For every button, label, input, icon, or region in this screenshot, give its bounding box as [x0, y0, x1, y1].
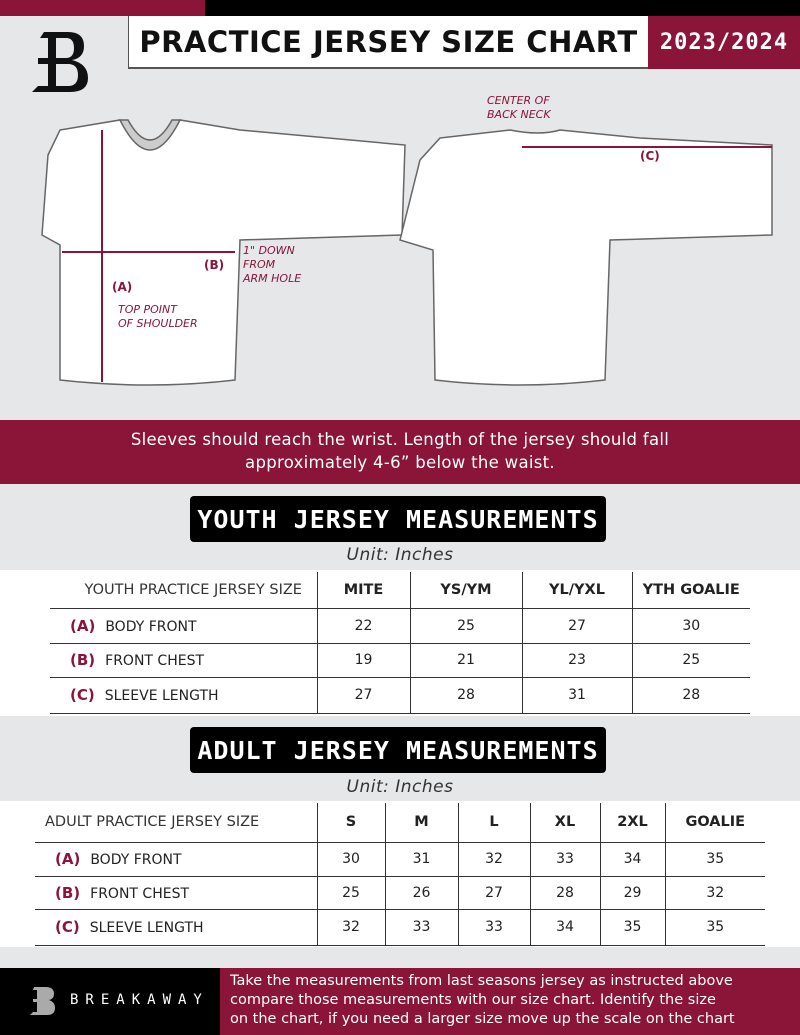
label-c: (C)	[640, 149, 660, 163]
footer-instructions: Take the measurements from last seasons jersey as instructed above compare those measurements with our size chart. Identify the size on the chart, if you need a larger size move up the scale on the chart	[220, 968, 800, 1035]
table-row: (C) SLEEVE LENGTH 27 28 31 28	[50, 677, 750, 713]
breakaway-logo	[28, 28, 94, 96]
top-black-bar	[205, 0, 800, 16]
arm-hole-label: 1" DOWN FROM ARM HOLE	[243, 244, 302, 285]
youth-table	[50, 572, 750, 714]
fit-note: Sleeves should reach the wrist. Length of the jersey should fall approximately 4-6” below the waist.	[0, 420, 800, 484]
top-point-label: TOP POINT OF SHOULDER	[118, 303, 198, 330]
label-a: (A)	[112, 280, 133, 294]
table-row: (A) BODY FRONT 22 25 27 30	[50, 608, 750, 643]
center-back-neck-label: CENTER OF BACK NECK	[487, 94, 551, 121]
table-row: (B) FRONT CHEST 19 21 23 25	[50, 643, 750, 677]
label-b: (B)	[204, 258, 225, 272]
season-badge: 2023/2024	[648, 16, 800, 69]
adult-title: ADULT JERSEY MEASUREMENTS	[190, 727, 606, 773]
table-header-row: YOUTH PRACTICE JERSEY SIZE MITE YS/YM YL/YXL YTH GOALIE	[50, 572, 750, 608]
footer-brand: BREAKAWAY	[70, 992, 209, 1008]
table-row: (A) BODY FRONT 30 31 32 33 34 35	[35, 842, 765, 876]
adult-table	[35, 803, 765, 946]
adult-unit: Unit: Inches	[346, 777, 454, 797]
top-accent-bar	[0, 0, 205, 16]
table-row: (C) SLEEVE LENGTH 32 33 33 34 35 35	[35, 909, 765, 945]
table-header-row: ADULT PRACTICE JERSEY SIZE S M L XL 2XL GOALIE	[35, 803, 765, 842]
page-title: PRACTICE JERSEY SIZE CHART	[128, 16, 648, 69]
table-row: (B) FRONT CHEST 25 26 27 28 29 32	[35, 876, 765, 909]
jersey-back-drawing	[400, 130, 772, 385]
youth-title: YOUTH JERSEY MEASUREMENTS	[190, 496, 606, 542]
youth-unit: Unit: Inches	[346, 545, 454, 565]
jersey-diagram	[0, 90, 800, 410]
footer-logo	[28, 985, 56, 1017]
